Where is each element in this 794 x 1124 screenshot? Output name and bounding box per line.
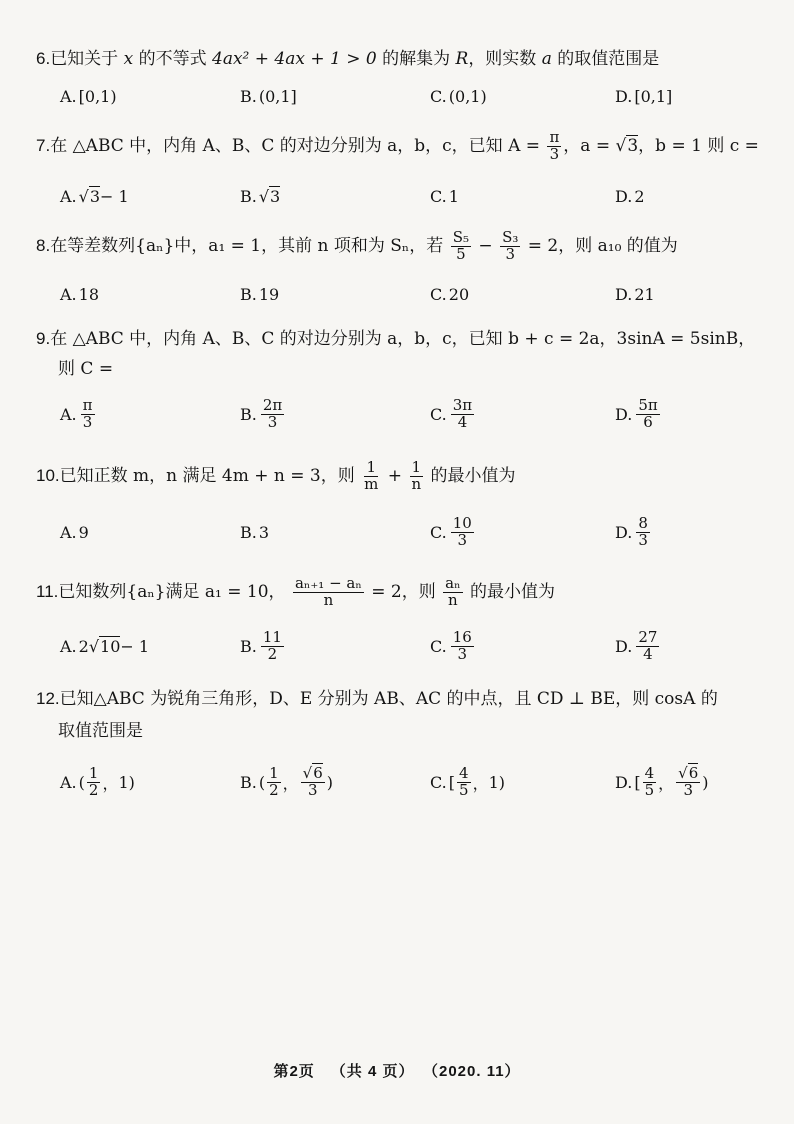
question-7-stem — [36, 128, 759, 163]
option-b: B. ( $\frac{1}{2}$ ， √ $\frac{6}{3}$ ) — [240, 760, 333, 804]
stem-text: 在 △ABC 中，内角 A、B、C 的对边分别为 a，b，c，已知 b + c = 2a，3sinA = 5sinB， — [50, 329, 756, 349]
option-d: D. [0,1] — [615, 86, 673, 106]
question-number: 8. — [36, 235, 51, 255]
stem-text: 已知数列{aₙ}满足 a₁ = 10， — [58, 581, 286, 602]
question-8-options — [60, 272, 760, 316]
option-b: B. $\frac{11}{2}$ — [240, 627, 282, 663]
question-6-options — [60, 74, 760, 118]
stem-text: 的最小值为 — [430, 465, 516, 486]
fraction: $\frac{\text{aₙ₊₁ − aₙ}}{n}$ — [294, 574, 362, 609]
page-footer — [0, 1060, 794, 1081]
question-10-options — [60, 510, 760, 554]
stem-text: 已知△ABC 为锐角三角形，D、E 分别为 AB、AC 的中点，且 CD ⊥ BE，则 cosA 的 — [59, 689, 718, 709]
option-d: D. $\frac{5\pi}{6}$ — [615, 395, 658, 431]
question-10-stem: 10.已知正数 m，n 满足 4m + n = 3，则 $\frac{1}{m}$ + $\frac{1}{n}$ 的最小值为 — [36, 458, 516, 493]
stem-text: 已知正数 m，n 满足 4m + n = 3，则 — [59, 465, 355, 486]
option-d: D. [ $\frac{4}{5}$ ， √ $\frac{6}{3}$ ) — [615, 760, 709, 804]
question-9-stem — [36, 324, 756, 354]
variable-a: a — [541, 49, 552, 69]
question-number: 9. — [36, 329, 51, 348]
option-b: B. √ 3 — [240, 174, 280, 218]
option-d: D. 2 — [615, 186, 645, 206]
fraction: $\frac{\text{S₅}}{5}$ — [452, 228, 469, 263]
option-b: B. $\frac{2\pi}{3}$ — [240, 395, 283, 431]
fraction: $\frac{\text{aₙ}}{n}$ — [445, 574, 461, 609]
option-d: D. 21 — [615, 284, 655, 304]
stem-text: 在等差数列{aₙ}中，a₁ = 1，其前 n 项和为 Sₙ，若 — [50, 235, 444, 256]
option-d: D. $\frac{27}{4}$ — [615, 627, 658, 663]
exam-date: （2020. 11） — [430, 1063, 521, 1080]
option-c: C. $\frac{3\pi}{4}$ — [430, 395, 473, 431]
option-c: C. 20 — [430, 284, 470, 304]
option-a: A. 2 √ 10 − 1 — [60, 624, 149, 668]
stem-text: = 2，则 — [371, 581, 436, 602]
page-total: （共 4 页） — [330, 1063, 415, 1080]
stem-text: 的取值范围是 — [557, 49, 660, 69]
fraction: $\frac{\text{S₃}}{3}$ — [502, 228, 519, 263]
stem-text: 的解集为 — [382, 49, 451, 69]
stem-text: = 2，则 a₁₀ 的值为 — [527, 235, 678, 256]
option-a: A. √ 3 − 1 — [60, 174, 129, 218]
radical: √ 3 — [616, 135, 639, 156]
stem-text: ，则实数 — [468, 49, 537, 69]
fraction: $\frac{\pi}{3}$ — [549, 128, 560, 163]
option-b: B. 3 — [240, 522, 270, 542]
stem-text: 已知关于 — [50, 49, 119, 69]
stem-text: 取值范围是 — [58, 721, 143, 741]
option-b: B. 19 — [240, 284, 280, 304]
question-11-options — [60, 624, 760, 668]
question-number: 10. — [36, 465, 60, 485]
fraction: $\frac{1}{m}$ — [364, 458, 379, 493]
stem-text: 则 C = — [58, 359, 114, 379]
option-a: A. $\frac{\pi}{3}$ — [60, 395, 93, 431]
fraction: $\frac{1}{n}$ — [411, 458, 422, 493]
stem-text: 在 △ABC 中，内角 A、B、C 的对边分别为 a，b，c，已知 A = — [50, 135, 541, 156]
option-a: A. 18 — [60, 284, 99, 304]
variable-R: R — [455, 49, 469, 69]
stem-text: 的最小值为 — [469, 581, 555, 602]
variable-x: x — [123, 49, 134, 69]
question-6-stem — [36, 44, 756, 74]
question-9-stem-line2 — [58, 354, 778, 384]
question-8-stem: 8.在等差数列{aₙ}中，a₁ = 1，其前 n 项和为 Sₙ，若 $\frac{\text{S₅}}{5}$ − $\frac{\text{S₃}}{3}$ = 2，则 a₁₀ 的值为 — [36, 228, 678, 263]
option-a: A. ( $\frac{1}{2}$ ， 1 ) — [60, 763, 135, 799]
option-c: C. [ $\frac{4}{5}$ ， 1 ) — [430, 763, 506, 799]
stem-text: 的不等式 — [138, 49, 207, 69]
option-c: C. $\frac{16}{3}$ — [430, 627, 472, 663]
inequality-expression: 4ax² + 4ax + 1 > 0 — [212, 49, 377, 69]
question-12-stem — [36, 684, 756, 714]
page-number: 第2页 — [273, 1063, 315, 1080]
question-number: 6. — [36, 49, 51, 68]
question-number: 12. — [36, 689, 60, 708]
stem-text: ，b = 1 则 c = — [638, 135, 759, 156]
option-a: A. [0,1) — [60, 86, 117, 106]
question-9-options — [60, 392, 760, 436]
question-12-options — [60, 760, 760, 804]
stem-text: ，a = — [563, 135, 611, 156]
option-c: C. 1 — [430, 186, 459, 206]
option-c: C. (0,1) — [430, 86, 487, 106]
option-c: C. $\frac{10}{3}$ — [430, 513, 472, 549]
option-d: D. $\frac{8}{3}$ — [615, 513, 648, 549]
question-12-stem-line2 — [58, 716, 778, 746]
question-11-stem — [36, 576, 756, 609]
option-a: A. 9 — [60, 522, 89, 542]
question-number: 7. — [36, 135, 51, 155]
question-number: 11. — [36, 581, 59, 601]
option-b: B. (0,1] — [240, 86, 297, 106]
question-7-options — [60, 174, 760, 218]
